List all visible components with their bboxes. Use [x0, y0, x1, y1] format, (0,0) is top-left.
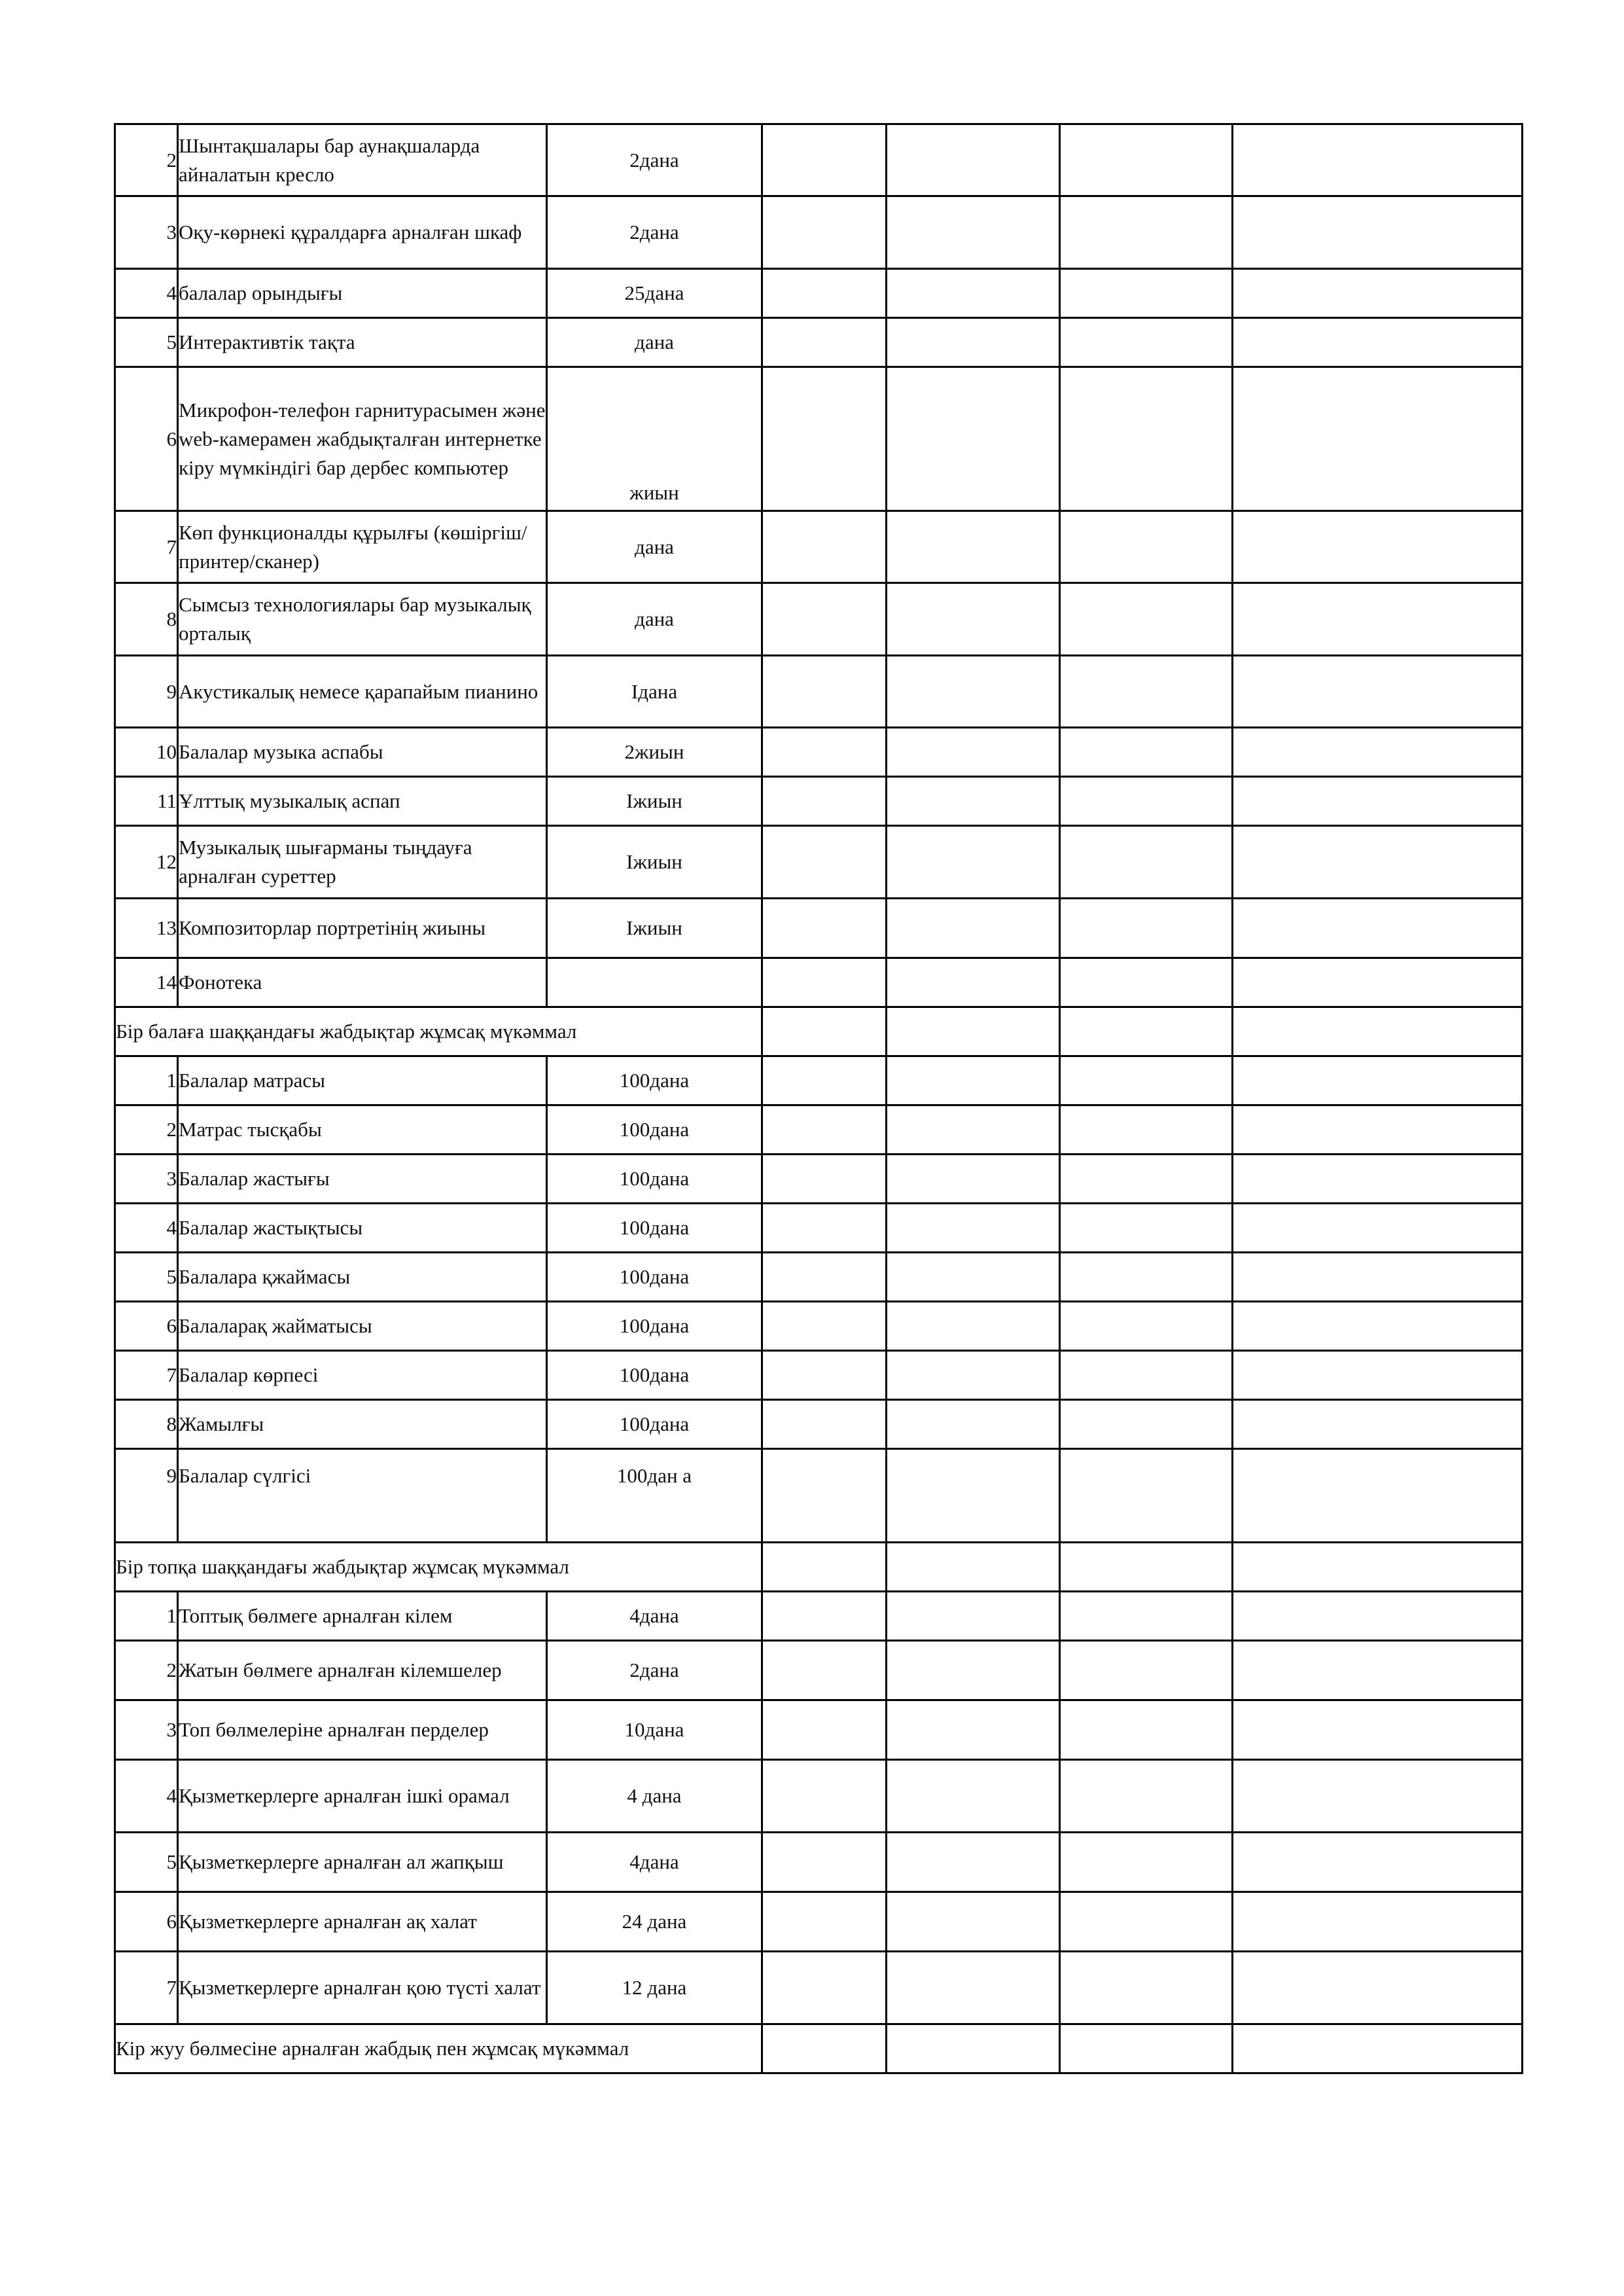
empty-cell: [1060, 958, 1233, 1007]
empty-cell: [1060, 777, 1233, 826]
table-row: [115, 899, 1523, 958]
empty-cell: [762, 777, 887, 826]
empty-cell: [1233, 1892, 1523, 1952]
empty-cell: [762, 124, 887, 196]
item-quantity: 2жиын: [547, 728, 762, 777]
empty-cell: [1233, 1700, 1523, 1760]
item-name: Микрофон-телефон гарнитурасымен және web-камерамен жабдықталған интернетке кіру мүмкіндігі бар дербес компьютер: [178, 367, 547, 511]
item-quantity: [547, 958, 762, 1007]
row-number: 11: [115, 777, 178, 826]
empty-cell: [887, 1641, 1060, 1700]
empty-cell: [762, 1641, 887, 1700]
empty-cell: [1233, 1449, 1523, 1543]
empty-cell: [887, 1543, 1060, 1592]
empty-cell: [887, 656, 1060, 728]
row-number: 5: [115, 1833, 178, 1892]
empty-cell: [1233, 583, 1523, 656]
empty-cell: [1233, 1204, 1523, 1253]
empty-cell: [1060, 367, 1233, 511]
empty-cell: [762, 826, 887, 899]
row-number: 5: [115, 318, 178, 367]
empty-cell: [1060, 1700, 1233, 1760]
table-row: [115, 1056, 1523, 1105]
empty-cell: [1233, 1105, 1523, 1155]
item-name: Музыкалық шығарманы тыңдауға арналған суреттер: [178, 826, 547, 899]
empty-cell: [762, 1833, 887, 1892]
table-row: [115, 1892, 1523, 1952]
item-name: Композиторлар портретінің жиыны: [178, 899, 547, 958]
empty-cell: [887, 1892, 1060, 1952]
table-row: [115, 1400, 1523, 1449]
empty-cell: [887, 1592, 1060, 1641]
empty-cell: [1233, 1253, 1523, 1302]
empty-cell: [762, 1449, 887, 1543]
empty-cell: [887, 1351, 1060, 1400]
item-quantity: 12 дана: [547, 1952, 762, 2024]
item-name: Сымсыз технологиялары бар музыкалық орталық: [178, 583, 547, 656]
empty-cell: [762, 1253, 887, 1302]
table-row: [115, 728, 1523, 777]
item-name: Балалар матрасы: [178, 1056, 547, 1105]
empty-cell: [1060, 1007, 1233, 1056]
table-row: [115, 1204, 1523, 1253]
equipment-table: [114, 123, 1523, 2074]
item-quantity: Іжиын: [547, 777, 762, 826]
empty-cell: [887, 269, 1060, 318]
row-number: 1: [115, 1056, 178, 1105]
table-body: [115, 124, 1523, 2073]
item-quantity: 4 дана: [547, 1760, 762, 1833]
empty-cell: [762, 1007, 887, 1056]
item-name: Шынтақшалары бар аунақшаларда айналатын кресло: [178, 124, 547, 196]
empty-cell: [887, 1253, 1060, 1302]
empty-cell: [887, 958, 1060, 1007]
table-row: [115, 777, 1523, 826]
empty-cell: [887, 1105, 1060, 1155]
row-number: 8: [115, 1400, 178, 1449]
empty-cell: [1060, 1204, 1233, 1253]
empty-cell: [887, 1056, 1060, 1105]
item-name: Балаларақ жайматысы: [178, 1302, 547, 1351]
empty-cell: [1060, 1543, 1233, 1592]
empty-cell: [762, 318, 887, 367]
item-name: Акустикалық немесе қарапайым пианино: [178, 656, 547, 728]
item-quantity: жиын: [547, 367, 762, 511]
item-quantity: 100дана: [547, 1056, 762, 1105]
empty-cell: [887, 728, 1060, 777]
empty-cell: [887, 1833, 1060, 1892]
empty-cell: [1233, 2024, 1523, 2073]
row-number: 5: [115, 1253, 178, 1302]
table-row: [115, 1105, 1523, 1155]
empty-cell: [762, 1892, 887, 1952]
item-name: Жамылғы: [178, 1400, 547, 1449]
empty-cell: [1233, 1760, 1523, 1833]
empty-cell: [887, 1700, 1060, 1760]
table-row: [115, 1833, 1523, 1892]
empty-cell: [1233, 1592, 1523, 1641]
empty-cell: [1233, 367, 1523, 511]
empty-cell: [1060, 728, 1233, 777]
item-name: Топтық бөлмеге арналған кілем: [178, 1592, 547, 1641]
empty-cell: [1233, 1155, 1523, 1204]
empty-cell: [762, 1056, 887, 1105]
empty-cell: [762, 1155, 887, 1204]
empty-cell: [762, 958, 887, 1007]
item-name: Балалар көрпесі: [178, 1351, 547, 1400]
empty-cell: [1233, 124, 1523, 196]
row-number: 12: [115, 826, 178, 899]
item-name: Балалара қжаймасы: [178, 1253, 547, 1302]
empty-cell: [1233, 1543, 1523, 1592]
table-row: [115, 1253, 1523, 1302]
empty-cell: [1233, 1952, 1523, 2024]
item-quantity: дана: [547, 318, 762, 367]
empty-cell: [887, 124, 1060, 196]
empty-cell: [1233, 1400, 1523, 1449]
table-row: [115, 269, 1523, 318]
table-row: [115, 511, 1523, 583]
item-quantity: 2дана: [547, 1641, 762, 1700]
row-number: 4: [115, 1204, 178, 1253]
item-name: Фонотека: [178, 958, 547, 1007]
table-row: [115, 1760, 1523, 1833]
table-row: [115, 1155, 1523, 1204]
empty-cell: [887, 826, 1060, 899]
empty-cell: [1233, 196, 1523, 269]
item-name: Балалар жастықтысы: [178, 1204, 547, 1253]
row-number: 2: [115, 1641, 178, 1700]
table-row: [115, 196, 1523, 269]
table-row: [115, 1641, 1523, 1700]
item-name: Қызметкерлерге арналған ақ халат: [178, 1892, 547, 1952]
empty-cell: [1233, 1007, 1523, 1056]
empty-cell: [1233, 958, 1523, 1007]
item-quantity: Ідана: [547, 656, 762, 728]
empty-cell: [1060, 1449, 1233, 1543]
section-row: [115, 1543, 1523, 1592]
empty-cell: [887, 1760, 1060, 1833]
empty-cell: [1233, 656, 1523, 728]
empty-cell: [887, 2024, 1060, 2073]
empty-cell: [887, 899, 1060, 958]
row-number: 6: [115, 367, 178, 511]
empty-cell: [1060, 1760, 1233, 1833]
item-name: Балалар сүлгісі: [178, 1449, 547, 1543]
row-number: 3: [115, 196, 178, 269]
item-quantity: 2дана: [547, 196, 762, 269]
table-row: [115, 1700, 1523, 1760]
item-name: балалар орындығы: [178, 269, 547, 318]
empty-cell: [1233, 777, 1523, 826]
empty-cell: [762, 1302, 887, 1351]
empty-cell: [1060, 1892, 1233, 1952]
empty-cell: [1060, 1351, 1233, 1400]
item-name: Қызметкерлерге арналған қою түсті халат: [178, 1952, 547, 2024]
empty-cell: [887, 1400, 1060, 1449]
empty-cell: [1060, 899, 1233, 958]
item-quantity: 24 дана: [547, 1892, 762, 1952]
table-row: [115, 958, 1523, 1007]
empty-cell: [887, 777, 1060, 826]
item-name: Ұлттық музыкалық аспап: [178, 777, 547, 826]
empty-cell: [1233, 269, 1523, 318]
empty-cell: [1233, 1302, 1523, 1351]
item-quantity: 100дана: [547, 1253, 762, 1302]
empty-cell: [762, 196, 887, 269]
empty-cell: [887, 318, 1060, 367]
item-quantity: 10дана: [547, 1700, 762, 1760]
item-quantity: 4дана: [547, 1592, 762, 1641]
table-row: [115, 583, 1523, 656]
item-quantity: 100дана: [547, 1155, 762, 1204]
row-number: 13: [115, 899, 178, 958]
item-name: Оқу-көрнекі құралдарға арналған шкаф: [178, 196, 547, 269]
empty-cell: [762, 1952, 887, 2024]
empty-cell: [1060, 1155, 1233, 1204]
empty-cell: [762, 367, 887, 511]
row-number: 3: [115, 1700, 178, 1760]
empty-cell: [1060, 583, 1233, 656]
empty-cell: [1060, 1253, 1233, 1302]
empty-cell: [1060, 2024, 1233, 2073]
empty-cell: [1060, 196, 1233, 269]
row-number: 1: [115, 1592, 178, 1641]
empty-cell: [1060, 1302, 1233, 1351]
item-quantity: дана: [547, 511, 762, 583]
empty-cell: [1060, 1105, 1233, 1155]
item-quantity: Іжиын: [547, 899, 762, 958]
item-name: Интерактивтік тақта: [178, 318, 547, 367]
empty-cell: [887, 1449, 1060, 1543]
item-quantity: 2дана: [547, 124, 762, 196]
table-row: [115, 826, 1523, 899]
empty-cell: [887, 583, 1060, 656]
empty-cell: [1233, 826, 1523, 899]
empty-cell: [762, 1204, 887, 1253]
empty-cell: [762, 1700, 887, 1760]
empty-cell: [1060, 656, 1233, 728]
section-heading: Кір жуу бөлмесіне арналған жабдық пен жұмсақ мүкәммал: [115, 2024, 762, 2073]
empty-cell: [1060, 1592, 1233, 1641]
empty-cell: [1233, 1641, 1523, 1700]
empty-cell: [1060, 1952, 1233, 2024]
row-number: 9: [115, 656, 178, 728]
empty-cell: [762, 1351, 887, 1400]
item-quantity: 100дана: [547, 1302, 762, 1351]
row-number: 4: [115, 1760, 178, 1833]
table-row: [115, 124, 1523, 196]
section-heading: Бір топқа шаққандағы жабдықтар жұмсақ мүкәммал: [115, 1543, 762, 1592]
empty-cell: [887, 367, 1060, 511]
empty-cell: [887, 1155, 1060, 1204]
empty-cell: [762, 728, 887, 777]
table-row: [115, 1351, 1523, 1400]
item-quantity: 100дана: [547, 1351, 762, 1400]
item-quantity: 100дан а: [547, 1449, 762, 1543]
table-row: [115, 367, 1523, 511]
empty-cell: [887, 1204, 1060, 1253]
empty-cell: [1060, 826, 1233, 899]
row-number: 3: [115, 1155, 178, 1204]
row-number: 2: [115, 1105, 178, 1155]
item-name: Көп функционалды құрылғы (көшіргіш/принтер/сканер): [178, 511, 547, 583]
section-heading: Бір балаға шаққандағы жабдықтар жұмсақ мүкәммал: [115, 1007, 762, 1056]
row-number: 9: [115, 1449, 178, 1543]
item-name: Қызметкерлерге арналған ал жапқыш: [178, 1833, 547, 1892]
item-name: Қызметкерлерге арналған ішкі орамал: [178, 1760, 547, 1833]
row-number: 14: [115, 958, 178, 1007]
item-quantity: дана: [547, 583, 762, 656]
empty-cell: [1060, 511, 1233, 583]
empty-cell: [762, 1400, 887, 1449]
empty-cell: [1233, 899, 1523, 958]
empty-cell: [1233, 511, 1523, 583]
item-quantity: 4дана: [547, 1833, 762, 1892]
empty-cell: [762, 1105, 887, 1155]
item-quantity: 100дана: [547, 1204, 762, 1253]
empty-cell: [762, 1592, 887, 1641]
row-number: 4: [115, 269, 178, 318]
item-name: Жатын бөлмеге арналған кілемшелер: [178, 1641, 547, 1700]
empty-cell: [887, 1007, 1060, 1056]
table-row: [115, 1302, 1523, 1351]
empty-cell: [1233, 728, 1523, 777]
empty-cell: [1060, 124, 1233, 196]
item-quantity: 100дана: [547, 1105, 762, 1155]
empty-cell: [762, 1760, 887, 1833]
row-number: 10: [115, 728, 178, 777]
table-row: [115, 318, 1523, 367]
row-number: 2: [115, 124, 178, 196]
row-number: 6: [115, 1302, 178, 1351]
item-name: Топ бөлмелеріне арналған перделер: [178, 1700, 547, 1760]
row-number: 7: [115, 511, 178, 583]
item-name: Балалар жастығы: [178, 1155, 547, 1204]
empty-cell: [762, 899, 887, 958]
table-row: [115, 1592, 1523, 1641]
row-number: 7: [115, 1952, 178, 2024]
section-row: [115, 1007, 1523, 1056]
empty-cell: [762, 511, 887, 583]
empty-cell: [1233, 1833, 1523, 1892]
row-number: 6: [115, 1892, 178, 1952]
empty-cell: [1233, 318, 1523, 367]
empty-cell: [1233, 1351, 1523, 1400]
empty-cell: [762, 1543, 887, 1592]
item-name: Матрас тысқабы: [178, 1105, 547, 1155]
table-row: [115, 1449, 1523, 1543]
section-row: [115, 2024, 1523, 2073]
empty-cell: [1060, 1833, 1233, 1892]
empty-cell: [1060, 1641, 1233, 1700]
empty-cell: [887, 196, 1060, 269]
row-number: 8: [115, 583, 178, 656]
empty-cell: [887, 511, 1060, 583]
table-row: [115, 656, 1523, 728]
table-row: [115, 1952, 1523, 2024]
empty-cell: [762, 583, 887, 656]
empty-cell: [887, 1302, 1060, 1351]
empty-cell: [762, 656, 887, 728]
item-quantity: 25дана: [547, 269, 762, 318]
empty-cell: [1060, 318, 1233, 367]
empty-cell: [762, 269, 887, 318]
empty-cell: [1060, 269, 1233, 318]
empty-cell: [887, 1952, 1060, 2024]
empty-cell: [1233, 1056, 1523, 1105]
item-quantity: Іжиын: [547, 826, 762, 899]
empty-cell: [1060, 1400, 1233, 1449]
empty-cell: [762, 2024, 887, 2073]
item-quantity: 100дана: [547, 1400, 762, 1449]
empty-cell: [1060, 1056, 1233, 1105]
row-number: 7: [115, 1351, 178, 1400]
item-name: Балалар музыка аспабы: [178, 728, 547, 777]
